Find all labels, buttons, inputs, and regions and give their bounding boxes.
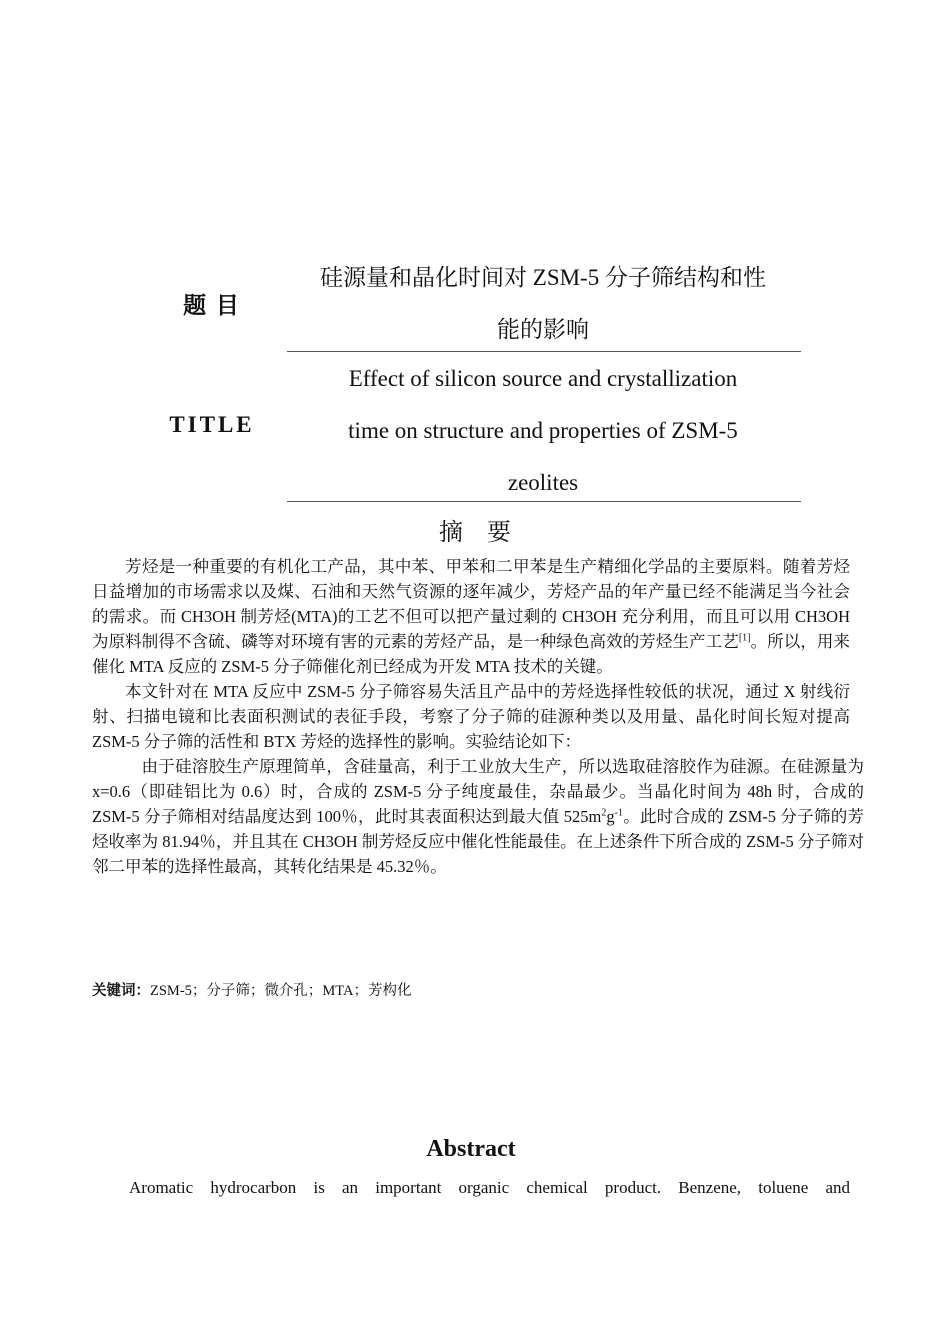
title-label-en: TITLE — [169, 412, 255, 437]
title-cn — [283, 252, 803, 356]
citation-ref: [1] — [738, 632, 751, 644]
unit-superscript-2: 2 — [601, 807, 607, 819]
title-en-underline — [287, 501, 801, 502]
title-en — [283, 353, 803, 509]
abstract-cn-paragraph-1-end: 。所以，用来催化 MTA 反应的 ZSM-5 分子筛催化剂已经成为开发 MTA 技术的关键。 — [92, 632, 851, 676]
keywords-text: ZSM-5；分子筛；微介孔；MTA；芳构化 — [150, 983, 412, 999]
abstract-cn-paragraph-3-text: 由于硅溶胶生产原理简单，含硅量高，利于工业放大生产，所以选取硅溶胶作为硅源。在硅源量为 x=0.6（即硅铝比为 0.6）时，合成的 ZSM-5 分子纯度最佳，杂晶最少。当晶化时间为 48h 时，合成的 ZSM-5 分子筛相对结晶度达到 100％，此时其表面积达到最大值 525m — [92, 757, 864, 826]
keywords-line — [92, 979, 411, 1000]
abstract-cn-heading: 摘 要 — [439, 520, 511, 546]
abstract-en-heading: Abstract — [426, 1136, 516, 1162]
abstract-cn-paragraph-1-text: 芳烃是一种重要的有机化工产品，其中苯、甲苯和二甲苯是生产精细化学品的主要原料。随着芳烃日益增加的市场需求以及煤、石油和天然气资源的逐年减少，芳烃产品的年产量已经不能满足当今社会的需求。而 CH3OH 制芳烃(MTA)的工艺不但可以把产量过剩的 CH3OH 充分利用，而且可以用 CH3OH 为原料制得不含硫、磷等对环境有害的元素的芳烃产品，是一种绿色高效的芳烃生产工艺 — [92, 557, 850, 651]
title-en-line-3: zeolites — [507, 470, 579, 495]
keywords-label: 关键词： — [92, 983, 150, 999]
title-en-line-2: time on structure and properties of ZSM-5 — [348, 418, 738, 443]
abstract-en-paragraph-1: Aromatic hydrocarbon is an important organic chemical product. Benzene, toluene and — [129, 1178, 850, 1197]
title-cn-line-1: 硅源量和晶化时间对 ZSM-5 分子筛结构和性 — [320, 265, 766, 290]
abstract-cn-paragraph-1 — [92, 554, 850, 679]
title-cn-line-2: 能的影响 — [497, 317, 589, 342]
unit-superscript-minus1: -1 — [614, 807, 623, 819]
abstract-cn-body — [92, 554, 864, 879]
abstract-cn-paragraph-2: 本文针对在 MTA 反应中 ZSM-5 分子筛容易失活且产品中的芳烃选择性较低的状况，通过 X 射线衍射、扫描电镜和比表面积测试的表征手段，考察了分子筛的硅源种类以及用量、晶化时间长短对提高 ZSM-5 分子筛的活性和 BTX 芳烃的选择性的影响。实验结论如下： — [92, 682, 850, 751]
abstract-cn-paragraph-3-end: 。此时合成的 ZSM-5 分子筛的芳烃收率为 81.94％，并且其在 CH3OH 制芳烃反应中催化性能最佳。在上述条件下所合成的 ZSM-5 分子筛对邻二甲苯的选择性最高，其转化结果是 45.32％。 — [92, 807, 864, 876]
title-label-cn: 题 目 — [183, 293, 241, 318]
unit-g: g — [606, 807, 615, 826]
title-en-line-1: Effect of silicon source and crystallization — [348, 366, 738, 391]
abstract-cn-paragraph-3 — [92, 754, 864, 879]
title-cn-underline — [287, 351, 801, 352]
